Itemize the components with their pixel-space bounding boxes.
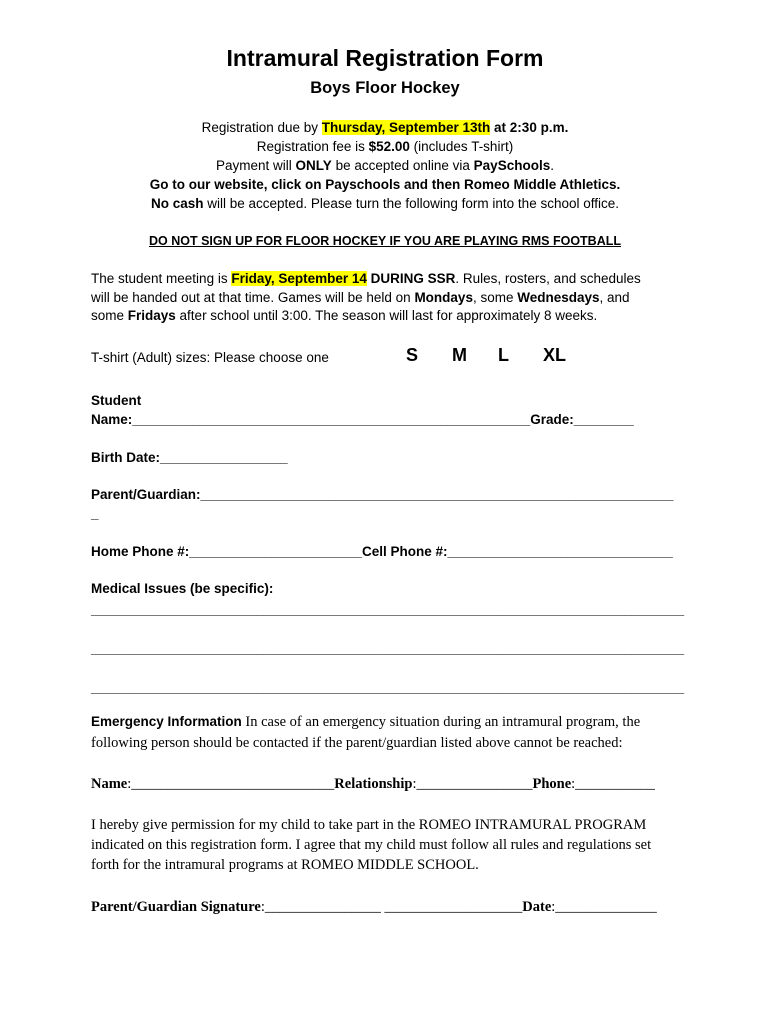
permission-line-3: forth for the intramural programs at ROMEO MIDDLE SCHOOL.: [91, 857, 479, 873]
emergency-info-line-2: following person should be contacted if the parent/guardian listed above cannot be reached:: [91, 735, 623, 751]
football-warning: DO NOT SIGN UP FOR FLOOR HOCKEY IF YOU ARE PLAYING RMS FOOTBALL: [148, 234, 622, 248]
due-date-highlight: Thursday, September 13th: [321, 120, 491, 135]
no-cash-line: No cash will be accepted. Please turn the following form into the school office.: [150, 196, 619, 211]
size-option-m[interactable]: M: [452, 345, 467, 365]
size-option-l[interactable]: L: [498, 345, 509, 365]
phone-fields[interactable]: Home Phone #:_______________________Cell Phone #:______________________________: [91, 544, 673, 559]
medical-issues-label: Medical Issues (be specific):: [91, 581, 274, 596]
medical-issues-line[interactable]: _______________________________________________________________________________: [91, 602, 685, 617]
payment-line: Payment will ONLY be accepted online via PaySchools.: [216, 158, 554, 173]
emergency-contact-fields[interactable]: Name:____________________________Relationship:________________Phone:___________: [91, 776, 655, 792]
medical-issues-line[interactable]: _______________________________________________________________________________: [91, 641, 685, 656]
medical-issues-line[interactable]: _______________________________________________________________________________: [91, 680, 685, 695]
meeting-line-3: some Fridays after school until 3:00. The season will last for approximately 8 weeks.: [91, 308, 598, 323]
emergency-info-line-1: Emergency Information In case of an emergency situation during an intramural program, the: [91, 714, 641, 730]
parent-guardian-field[interactable]: Parent/Guardian:_______________________________________________________________: [91, 487, 674, 502]
meeting-line-2: will be handed out at that time. Games will be held on Mondays, some Wednesdays, and: [91, 290, 630, 305]
parent-guardian-field-continuation: _: [91, 506, 99, 521]
form-subtitle: Boys Floor Hockey: [310, 79, 460, 97]
fee-line: Registration fee is $52.00 (includes T-shirt): [256, 139, 514, 154]
website-instructions: Go to our website, click on Payschools and then Romeo Middle Athletics.: [149, 177, 621, 192]
permission-line-2: indicated on this registration form. I agree that my child must follow all rules and regulations set: [91, 837, 652, 853]
meeting-line-1: The student meeting is Friday, September 14 DURING SSR. Rules, rosters, and schedules: [91, 271, 641, 286]
size-option-xl[interactable]: XL: [543, 345, 567, 365]
meeting-date-highlight: Friday, September 14: [231, 271, 367, 286]
form-title: Intramural Registration Form: [226, 45, 544, 71]
tshirt-size-label: T-shirt (Adult) sizes: Please choose one: [91, 350, 329, 365]
signature-fields[interactable]: Parent/Guardian Signature:________________ ___________________Date:______________: [91, 899, 657, 915]
emergency-heading: Emergency Information: [91, 714, 242, 729]
permission-line-1: I hereby give permission for my child to take part in the ROMEO INTRAMURAL PROGRAM: [91, 817, 647, 833]
due-date-line: Registration due by Thursday, September 13th at 2:30 p.m.: [201, 120, 569, 135]
birth-date-field[interactable]: Birth Date:_________________: [91, 450, 288, 465]
size-option-s[interactable]: S: [406, 345, 419, 365]
student-name-grade-field[interactable]: Name:_____________________________________________________Grade:________: [91, 412, 634, 427]
student-label: Student: [91, 393, 142, 408]
